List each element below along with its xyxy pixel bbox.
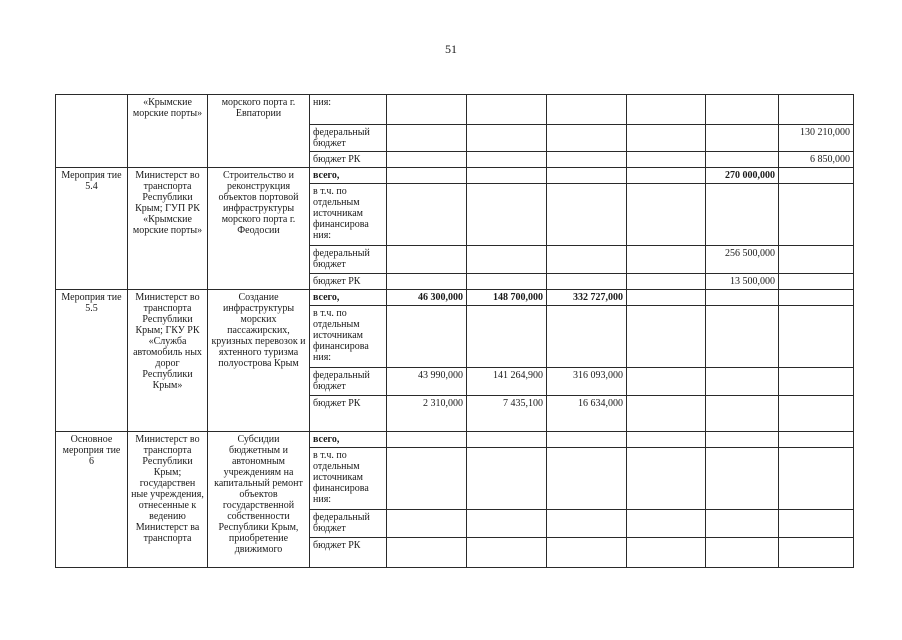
amount-cell <box>387 538 467 568</box>
amount-cell <box>706 184 779 246</box>
funding-source: бюджет РК <box>310 538 387 568</box>
amount-cell <box>467 510 547 538</box>
amount-cell <box>547 125 627 152</box>
measure-name: Мероприя тие 5.5 <box>56 290 128 432</box>
amount-cell <box>627 538 706 568</box>
funding-source: всего, <box>310 168 387 184</box>
funding-source: федеральный бюджет <box>310 510 387 538</box>
funding-source: бюджет РК <box>310 274 387 290</box>
amount-cell <box>387 168 467 184</box>
amount-cell <box>779 184 854 246</box>
amount-cell <box>779 432 854 448</box>
amount-cell <box>387 125 467 152</box>
amount-cell <box>387 306 467 368</box>
funding-source: бюджет РК <box>310 396 387 432</box>
object-description: Строительство и реконструкция объектов портовой инфраструктуры морского порта г. Феодосии <box>208 168 310 290</box>
amount-cell: 43 990,000 <box>387 368 467 396</box>
amount-cell: 46 300,000 <box>387 290 467 306</box>
amount-cell <box>467 274 547 290</box>
responsible-party: Министерст во транспорта Республики Крым; ГУП РК «Крымские морские порты» <box>128 168 208 290</box>
amount-cell <box>387 510 467 538</box>
amount-cell <box>627 396 706 432</box>
amount-cell <box>779 290 854 306</box>
amount-cell <box>627 432 706 448</box>
funding-source: в т.ч. по отдельным источникам финансирова ния: <box>310 448 387 510</box>
amount-cell <box>627 290 706 306</box>
amount-cell <box>467 432 547 448</box>
amount-cell <box>467 125 547 152</box>
funding-source: всего, <box>310 432 387 448</box>
amount-cell <box>779 538 854 568</box>
amount-cell <box>467 95 547 125</box>
amount-cell: 332 727,000 <box>547 290 627 306</box>
responsible-party: Министерст во транспорта Республики Крым; государствен ные учреждения, отнесенные к ведению Министерст ва транспорта <box>128 432 208 568</box>
amount-cell <box>547 448 627 510</box>
amount-cell <box>627 246 706 274</box>
amount-cell <box>706 125 779 152</box>
funding-source: ния: <box>310 95 387 125</box>
amount-cell <box>387 152 467 168</box>
amount-cell <box>627 448 706 510</box>
amount-cell: 7 435,100 <box>467 396 547 432</box>
amount-cell <box>627 184 706 246</box>
amount-cell: 2 310,000 <box>387 396 467 432</box>
budget-table <box>55 94 854 568</box>
funding-source: в т.ч. по отдельным источникам финансирова ния: <box>310 184 387 246</box>
amount-cell <box>779 510 854 538</box>
amount-cell <box>547 274 627 290</box>
amount-cell: 16 634,000 <box>547 396 627 432</box>
page-number: 51 <box>445 42 457 56</box>
amount-cell <box>706 538 779 568</box>
amount-cell <box>706 396 779 432</box>
amount-cell <box>779 274 854 290</box>
amount-cell: 130 210,000 <box>779 125 854 152</box>
amount-cell <box>387 184 467 246</box>
amount-cell <box>467 538 547 568</box>
amount-cell <box>779 368 854 396</box>
amount-cell <box>627 368 706 396</box>
amount-cell <box>387 274 467 290</box>
amount-cell: 256 500,000 <box>706 246 779 274</box>
amount-cell <box>706 448 779 510</box>
amount-cell <box>467 448 547 510</box>
table-row <box>56 95 854 125</box>
amount-cell <box>706 290 779 306</box>
amount-cell <box>627 95 706 125</box>
amount-cell: 13 500,000 <box>706 274 779 290</box>
object-description: Создание инфраструктуры морских пассажирских, круизных перевозок и яхтенного туризма полуострова Крым <box>208 290 310 432</box>
amount-cell <box>627 306 706 368</box>
amount-cell <box>467 152 547 168</box>
funding-source: всего, <box>310 290 387 306</box>
amount-cell <box>779 306 854 368</box>
object-description: морского порта г. Евпатории <box>208 95 310 168</box>
amount-cell <box>627 510 706 538</box>
amount-cell <box>706 306 779 368</box>
amount-cell <box>627 168 706 184</box>
amount-cell <box>467 306 547 368</box>
amount-cell: 270 000,000 <box>706 168 779 184</box>
measure-name: Мероприя тие 5.4 <box>56 168 128 290</box>
amount-cell <box>547 306 627 368</box>
amount-cell <box>387 432 467 448</box>
amount-cell: 6 850,000 <box>779 152 854 168</box>
amount-cell <box>706 368 779 396</box>
measure-name <box>56 95 128 168</box>
amount-cell <box>779 448 854 510</box>
funding-source: федеральный бюджет <box>310 368 387 396</box>
amount-cell <box>779 168 854 184</box>
table-row <box>56 432 854 448</box>
measure-name: Основное мероприя тие 6 <box>56 432 128 568</box>
amount-cell <box>627 274 706 290</box>
funding-source: федеральный бюджет <box>310 125 387 152</box>
amount-cell <box>467 184 547 246</box>
amount-cell <box>467 168 547 184</box>
responsible-party: Министерст во транспорта Республики Крым; ГКУ РК «Служба автомобиль ных дорог Республики Крым» <box>128 290 208 432</box>
amount-cell <box>627 152 706 168</box>
amount-cell: 316 093,000 <box>547 368 627 396</box>
amount-cell <box>387 448 467 510</box>
table-row <box>56 290 854 306</box>
amount-cell <box>467 246 547 274</box>
amount-cell: 141 264,900 <box>467 368 547 396</box>
object-description: Субсидии бюджетным и автономным учреждениям на капитальный ремонт объектов государственной собственности Республики Крым, приобретение движимого <box>208 432 310 568</box>
responsible-party: «Крымские морские порты» <box>128 95 208 168</box>
amount-cell <box>706 510 779 538</box>
amount-cell <box>627 125 706 152</box>
amount-cell <box>547 152 627 168</box>
amount-cell <box>547 432 627 448</box>
funding-source: в т.ч. по отдельным источникам финансирова ния: <box>310 306 387 368</box>
amount-cell <box>706 95 779 125</box>
amount-cell <box>779 396 854 432</box>
table-body <box>56 95 854 568</box>
amount-cell: 148 700,000 <box>467 290 547 306</box>
amount-cell <box>779 246 854 274</box>
funding-source: федеральный бюджет <box>310 246 387 274</box>
amount-cell <box>706 152 779 168</box>
amount-cell <box>779 95 854 125</box>
amount-cell <box>387 95 467 125</box>
amount-cell <box>547 246 627 274</box>
amount-cell <box>706 432 779 448</box>
amount-cell <box>547 184 627 246</box>
amount-cell <box>387 246 467 274</box>
amount-cell <box>547 538 627 568</box>
amount-cell <box>547 95 627 125</box>
amount-cell <box>547 168 627 184</box>
amount-cell <box>547 510 627 538</box>
funding-source: бюджет РК <box>310 152 387 168</box>
table-row <box>56 168 854 184</box>
